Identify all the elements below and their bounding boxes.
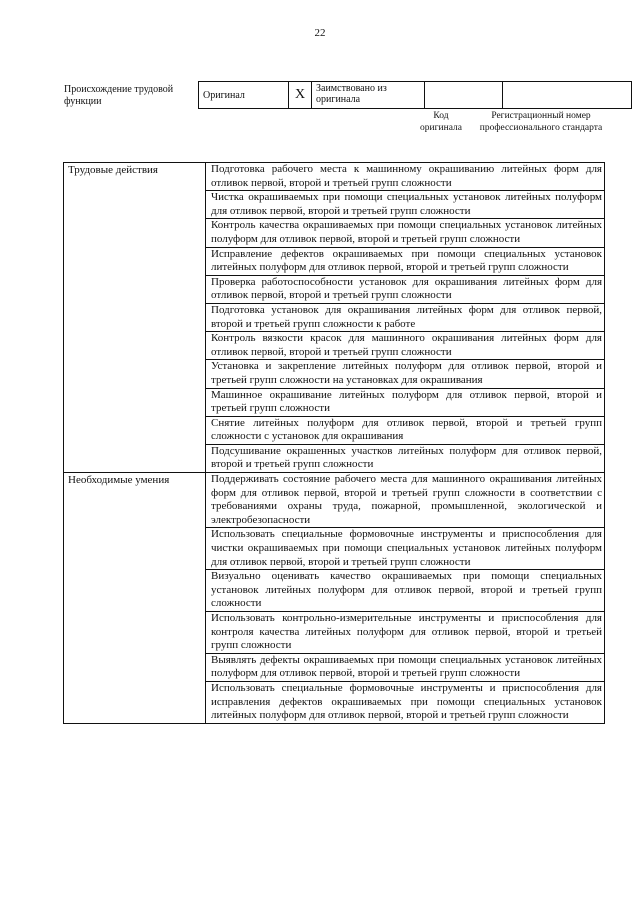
origin-table bbox=[198, 81, 632, 109]
table-row: Установка и закрепление литейных полуформ для отливок первой, второй и третьей групп сложности на установках для окрашивания bbox=[206, 359, 604, 387]
table-row: Использовать контрольно-измерительные инструменты и приспособления для контроля качества литейных полуформ для отливок первой, второй и третьей групп сложности bbox=[206, 611, 604, 653]
table-row: Использовать специальные формовочные инструменты и приспособления для чистки окрашиваемых при помощи специальных установок литейных полуформ для отливок первой, второй и третьей групп сложности bbox=[206, 527, 604, 569]
table-row: Машинное окрашивание литейных полуформ для отливок первой, второй и третьей групп сложности bbox=[206, 388, 604, 416]
section-label: Трудовые действия bbox=[64, 163, 206, 473]
table-row: Подготовка рабочего места к машинному окрашиванию литейных форм для отливок первой, второй и третьей групп сложности bbox=[211, 163, 602, 189]
table-row: Чистка окрашиваемых при помощи специальных установок литейных полуформ для отливок первой, второй и третьей групп сложности bbox=[206, 190, 604, 218]
reg-number-caption: Регистрационный номер профессионального стандарта bbox=[479, 111, 603, 133]
borrowed-cell: Заимствовано из оригинала bbox=[312, 82, 425, 109]
table-row: Проверка работоспособности установок для окрашивания литейных форм для отливок первой, второй и третьей групп сложности bbox=[206, 275, 604, 303]
table-row: Снятие литейных полуформ для отливок первой, второй и третьей групп сложности с установок для окрашивания bbox=[206, 416, 604, 444]
table-row: Визуально оценивать качество окрашиваемых при помощи специальных установок литейных полуформ для отливок первой, второй и третьей групп сложности bbox=[206, 569, 604, 611]
table-row: Поддерживать состояние рабочего места для машинного окрашивания литейных форм для отливок первой, второй и третьей групп сложности в соответствии с требованиями охраны труда, пожарной, промышленной, экологической и электробезопасности bbox=[211, 473, 602, 526]
section-items bbox=[206, 163, 605, 473]
table-row: Подсушивание окрашенных участков литейных полуформ для отливок первой, второй и третьей групп сложности bbox=[206, 444, 604, 472]
table-row: Контроль качества окрашиваемых при помощи специальных установок литейных полуформ для отливок первой, второй и третьей групп сложности bbox=[206, 218, 604, 246]
code-caption: Код оригинала bbox=[420, 111, 462, 133]
table-row: Подготовка установок для окрашивания литейных форм для отливок первой, второй и третьей групп сложности к работе bbox=[206, 303, 604, 331]
table-row: Исправление дефектов окрашиваемых при помощи специальных установок литейных полуформ для отливок первой, второй и третьей групп сложности bbox=[206, 247, 604, 275]
code-cell bbox=[425, 82, 503, 109]
section-label: Необходимые умения bbox=[64, 473, 206, 724]
section-items bbox=[206, 473, 605, 724]
section-row-actions bbox=[64, 163, 605, 473]
original-cell: Оригинал bbox=[199, 82, 289, 109]
origin-label: Происхождение трудовой функции bbox=[64, 84, 174, 107]
table-row: Использовать специальные формовочные инструменты и приспособления для исправления дефектов окрашиваемых при помощи специальных установок литейных полуформ для отливок первой, второй и третьей групп сложности bbox=[206, 681, 604, 723]
table-row: Контроль вязкости красок для машинного окрашивания литейных форм для отливок первой, второй и третьей групп сложности bbox=[206, 331, 604, 359]
section-row-skills bbox=[64, 473, 605, 724]
page-number: 22 bbox=[314, 27, 326, 39]
function-table bbox=[63, 162, 605, 724]
original-mark: X bbox=[289, 82, 312, 109]
reg-number-cell bbox=[503, 82, 632, 109]
table-row: Выявлять дефекты окрашиваемых при помощи специальных установок литейных полуформ для отливок первой, второй и третьей групп сложности bbox=[206, 653, 604, 681]
